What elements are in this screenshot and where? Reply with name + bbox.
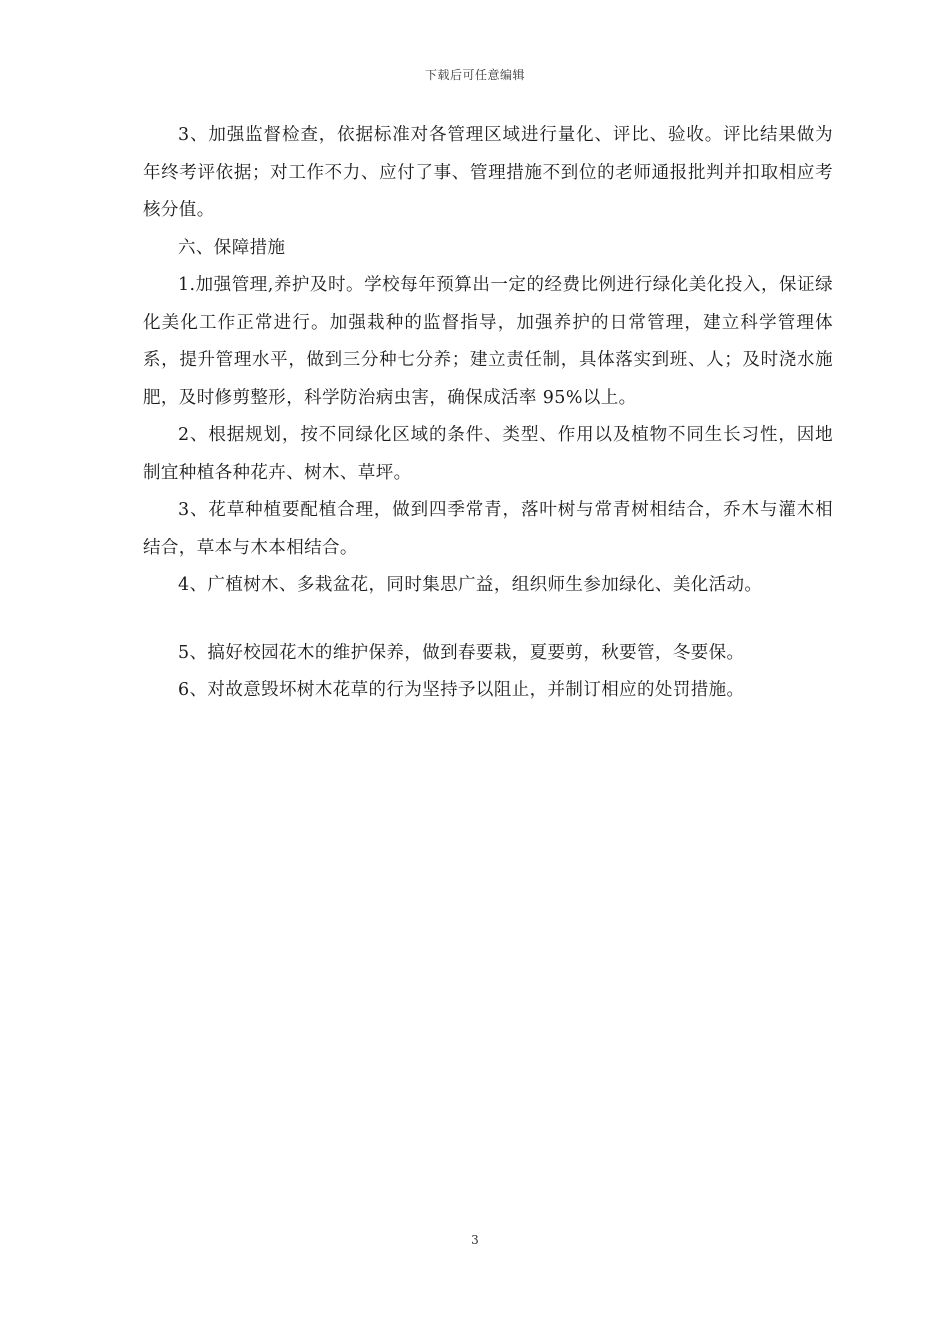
paragraph-management-maintenance: 1.加强管理,养护及时。学校每年预算出一定的经费比例进行绿化美化投入，保证绿化美化工作正常进行。加强栽种的监督指导，加强养护的日常管理，建立科学管理体系，提升管理水平，做到三分种七分养；建立责任制，具体落实到班、人；及时浇水施肥，及时修剪整形，科学防治病虫害，确保成活率 95%以上。 — [143, 275, 833, 408]
paragraph-planting-arrangement: 3、花草种植要配植合理，做到四季常青，落叶树与常青树相结合，乔木与灌木相结合，草本与木本相结合。 — [143, 500, 833, 558]
paragraph-prevent-damage: 6、对故意毁坏树木花草的行为坚持予以阻止，并制订相应的处罚措施。 — [178, 680, 745, 700]
paragraph-supervision-check: 3、加强监督检查，依据标准对各管理区域进行量化、评比、验收。评比结果做为年终考评依据；对工作不力、应付了事、管理措施不到位的老师通报批判并扣取相应考核分值。 — [143, 125, 833, 220]
page-header-note: 下载后可任意编辑 — [424, 68, 525, 82]
section-heading-safeguards: 六、保障措施 — [178, 237, 286, 258]
paragraph-maintenance: 5、搞好校园花木的维护保养，做到春要栽，夏要剪，秋要管，冬要保。 — [178, 642, 745, 663]
paragraph-planning: 2、根据规划，按不同绿化区域的条件、类型、作用以及植物不同生长习性，因地制宜种植各种花卉、树木、草坪。 — [143, 425, 833, 483]
paragraph-tree-planting: 4、广植树木、多栽盆花，同时集思广益，组织师生参加绿化、美化活动。 — [178, 575, 763, 595]
page-number: 3 — [471, 1233, 479, 1247]
document-body — [143, 117, 833, 710]
